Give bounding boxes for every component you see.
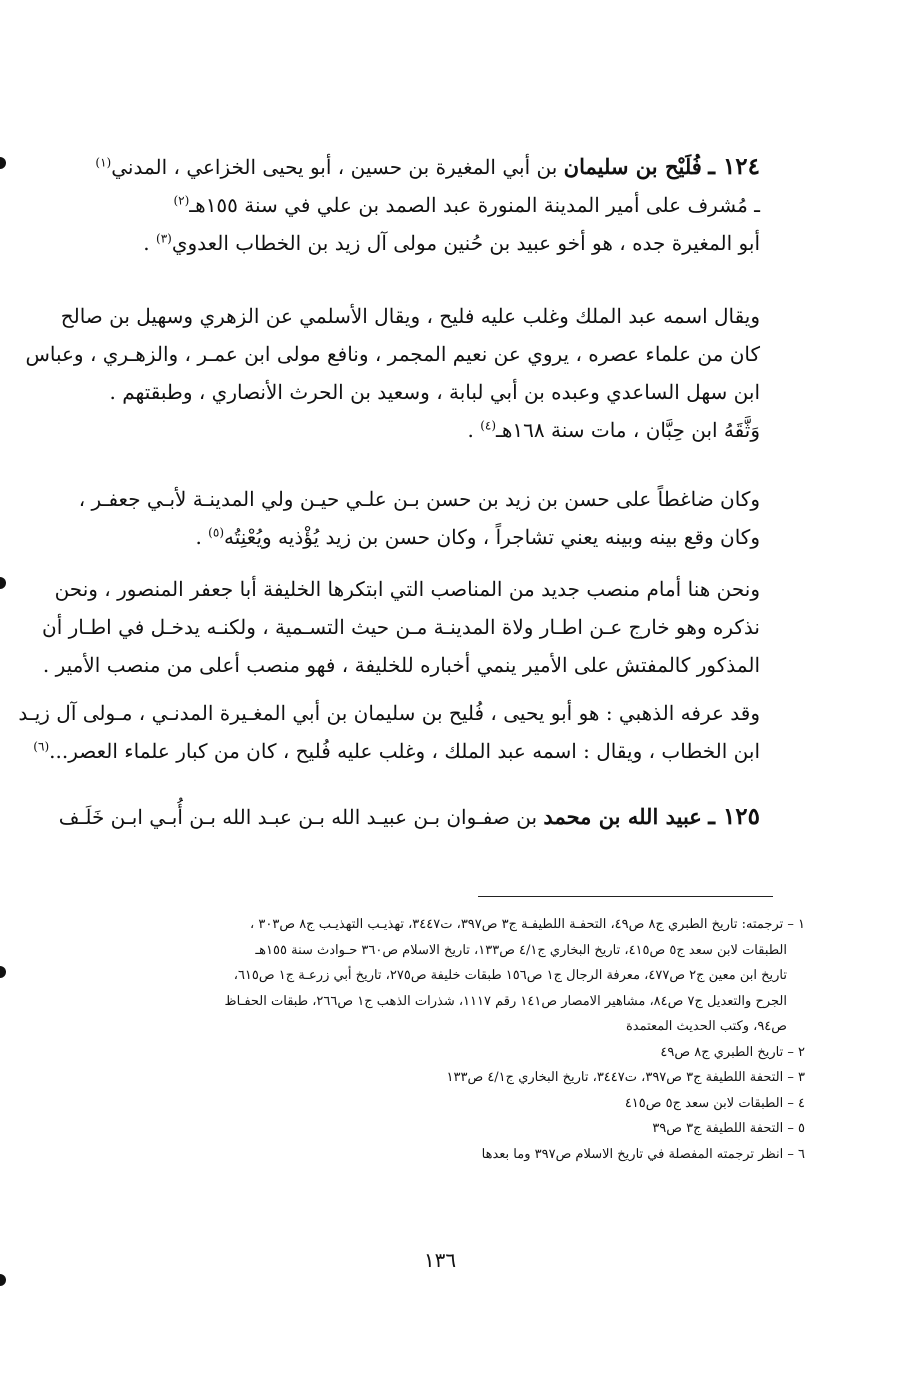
body-line	[60, 411, 760, 449]
paragraph-4	[18, 694, 760, 770]
body-text: وكان وقع بينه وبينه يعني تشاجراً ، وكان حسن بن زيد يُؤْذيه ويُعْنِتُه	[224, 525, 760, 549]
margin-mark	[0, 1274, 6, 1286]
margin-mark	[0, 577, 6, 589]
footnote-ref: (٢)	[173, 193, 190, 208]
footnote-5: ٥ – التحفة اللطيفة ج٣ ص٣٩	[652, 1121, 805, 1136]
entry-124-heading-line	[60, 148, 760, 186]
footnote-1-cont: ص٩٤، وكتب الحديث المعتمدة	[625, 1019, 787, 1034]
body-line: المذكور كالمفتش على الأمير ينمي أخباره للخليفة ، فهو منصب أعلى من منصب الأمير .	[42, 653, 760, 677]
footnote-separator	[478, 896, 773, 897]
body-text: وَثَّقَهُ ابن حِبَّان ، مات سنة ١٦٨هـ	[496, 418, 760, 442]
body-text: ـ مُشرف على أمير المدينة المنورة عبد الصمد بن علي في سنة ١٥٥هـ	[189, 193, 760, 217]
footnote-1-cont: تاريخ ابن معين ج٢ ص٤٧٧، معرفة الرجال ج١ ص١٥٦ طبقات خليفة ص٢٧٥، تاريخ أبي زرعـة ج١ ص٦١٥،	[233, 968, 787, 983]
entry-name: عبيد الله بن محمد	[543, 804, 702, 829]
body-line	[33, 732, 760, 770]
footnote-3: ٣ – التحفة اللطيفة ج٣ ص٣٩٧، ت٣٤٤٧، تاريخ البخاري ج٤/١ ص١٣٣	[446, 1070, 805, 1085]
body-text: .	[143, 231, 157, 255]
paragraph-3	[42, 570, 760, 684]
footnote-ref: (١)	[95, 155, 112, 170]
footnote-1-cont: الجرح والتعديل ج٧ ص٨٤، مشاهير الامصار ص١٤١ رقم ١١١٧، شذرات الذهب ج١ ص٢٦٦، طبقات الحفـاظ	[224, 993, 787, 1009]
footnote-ref: (٤)	[480, 418, 497, 433]
body-line: وكان ضاغطاً على حسن بن زيد بن حسن بـن علـي حيـن ولي المدينـة لأبـي جعفـر ،	[78, 487, 760, 511]
entry-number: ١٢٤ ـ	[708, 153, 760, 180]
entry-number: ١٢٥ ـ	[708, 803, 760, 830]
margin-mark	[0, 966, 6, 978]
footnote-ref: (٦)	[33, 739, 50, 754]
paragraph-2	[60, 480, 760, 556]
entry-125-heading-line	[60, 798, 760, 836]
body-line: وقد عرفه الذهبي : هو أبو يحيى ، فُليح بن سليمان بن أبي المغـيرة المدنـي ، مـولى آل زيـد	[18, 701, 760, 725]
body-line: كان من علماء عصره ، يروي عن نعيم المجمر ، ونافع مولى ابن عمـر ، والزهـري ، وعباس	[25, 342, 760, 366]
margin-mark	[0, 157, 6, 169]
entry-124-line-3	[60, 224, 760, 262]
entry-124-line-2	[60, 186, 760, 224]
body-line: ونحن هنا أمام منصب جديد من المناصب التي ابتكرها الخليفة أبا جعفر المنصور ، ونحن	[54, 577, 760, 601]
body-text: ابن الخطاب ، ويقال : اسمه عبد الملك ، وغلب عليه فُليح ، كان من كبار علماء العصر...	[49, 739, 760, 763]
entry-name: فُلَيْح بن سليمان	[563, 154, 702, 179]
body-line: نذكره وهو خارج عـن اطـار ولاة المدينـة مـن حيث التسـمية ، ولكنـه يدخـل في اطـار أن	[42, 615, 760, 639]
entry-heading-text: بن صفـوان بـن عبيـد الله بـن عبـد الله بـن أُبـي ابـن خَلَـف	[58, 805, 538, 829]
footnote-ref: (٥)	[208, 525, 224, 540]
body-text: .	[467, 418, 481, 442]
body-line: ويقال اسمه عبد الملك وغلب عليه فليح ، ويقال الأسلمي عن الزهري وسهيل بن صالح	[60, 304, 760, 328]
paragraph-1	[25, 297, 760, 449]
body-line: ابن سهل الساعدي وعبده بن أبي لبابة ، وسعيد بن الحرث الأنصاري ، وطبقتهم .	[109, 380, 760, 404]
body-line	[60, 518, 760, 556]
footnote-ref: (٣)	[156, 231, 172, 246]
footnote-6: ٦ – انظر ترجمته المفصلة في تاريخ الاسلام ص٣٩٧ وما بعدها	[481, 1146, 805, 1162]
entry-heading-text: بن أبي المغيرة بن حسين ، أبو يحيى الخزاعي ، المدني	[111, 155, 558, 179]
footnote-1: ١ – ترجمته: تاريخ الطبري ج٨ ص٤٩، التحفـة اللطيفـة ج٣ ص٣٩٧، ت٣٤٤٧، تهذيـب التهذيـب ج٨ ص٣٠٣ ،	[250, 917, 805, 932]
footnotes	[70, 912, 805, 1167]
body-text: أبو المغيرة جده ، هو أخو عبيد بن حُنين مولى آل زيد بن الخطاب العدوي	[171, 231, 760, 255]
entry-125-heading	[60, 798, 760, 836]
footnote-4: ٤ – الطبقات لابن سعد ج٥ ص٤١٥	[624, 1095, 805, 1111]
footnote-2: ٢ – تاريخ الطبري ج٨ ص٤٩	[660, 1044, 805, 1060]
entry-124-heading	[60, 148, 760, 262]
page-number: ١٣٦	[423, 1248, 457, 1272]
footnote-1-cont: الطبقات لابن سعد ج٥ ص٤١٥، تاريخ البخاري ج٤/١ ص١٣٣، تاريخ الاسلام ص٣٦٠ حـوادث سنة ١٥٥هـ	[255, 942, 787, 958]
body-text: .	[195, 525, 209, 549]
